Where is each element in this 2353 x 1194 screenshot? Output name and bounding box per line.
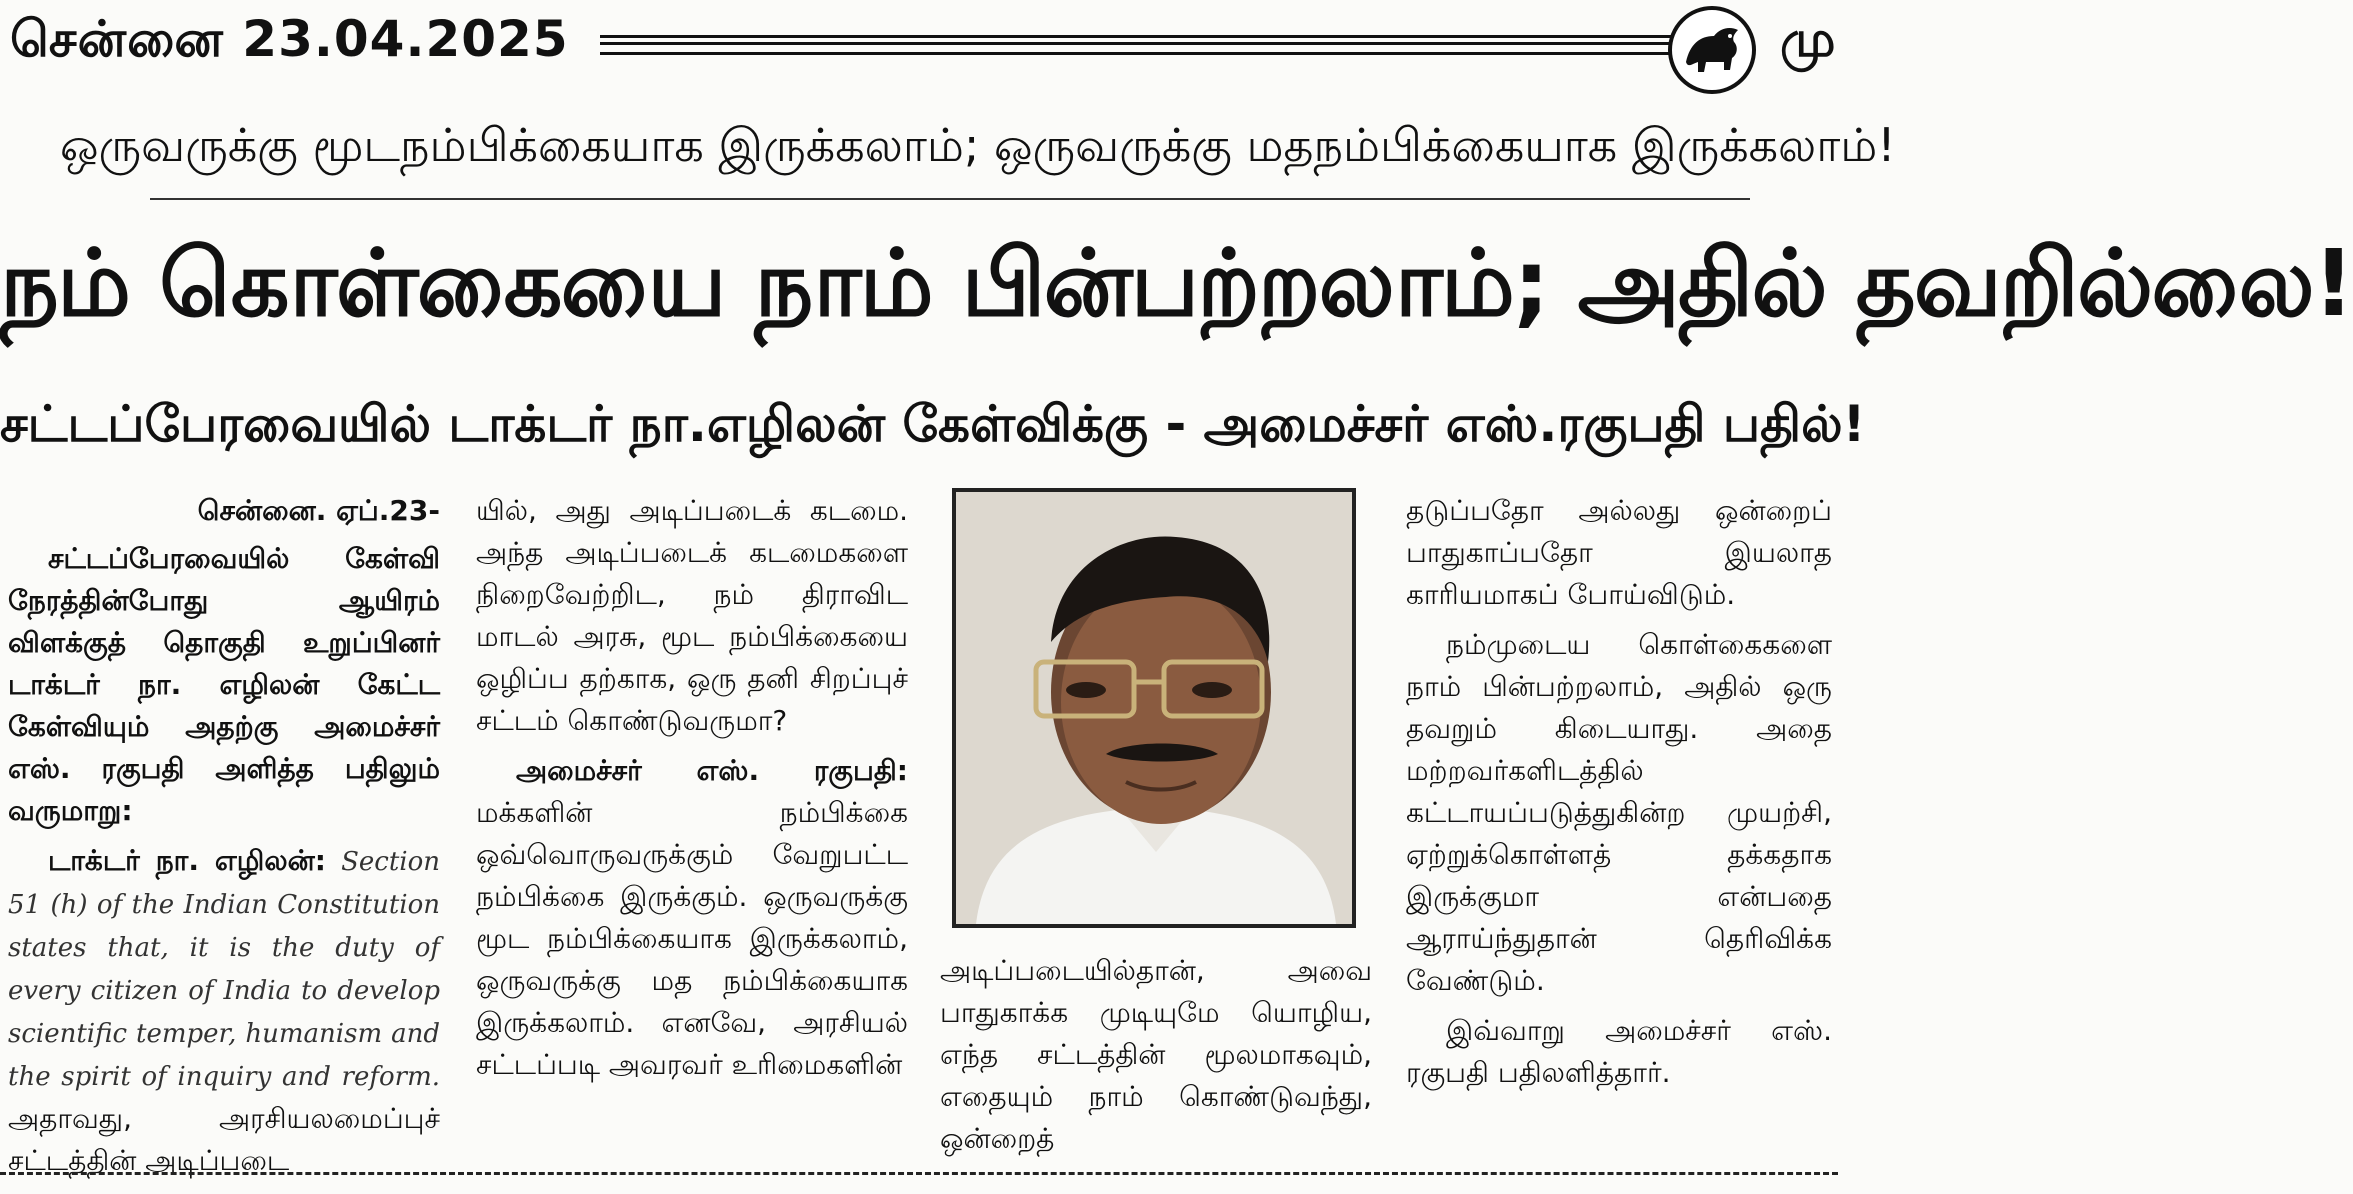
masthead-rule — [600, 35, 1680, 55]
minister-portrait-photo — [952, 488, 1356, 928]
closing-line: இவ்வாறு அமைச்சர் எஸ். ரகுபதி பதிலளித்தார். — [1406, 1014, 1832, 1089]
kicker-headline: ஒருவருக்கு மூடநம்பிக்கையாக இருக்கலாம்; ஒருவருக்கு மதநம்பிக்கையாக இருக்கலாம்! — [60, 118, 1896, 172]
answer-paragraph — [476, 750, 908, 1086]
article-column-1 — [8, 490, 440, 1190]
main-headline: நம் கொள்கையை நாம் பின்பற்றலாம்; அதில் தவறில்லை! — [0, 230, 2353, 337]
question-tamil-a: அதாவது, அரசியலமைப்புச் சட்டத்தின் அடிப்படை — [8, 1102, 440, 1177]
answer-text-1: மக்களின் நம்பிக்கை ஒவ்வொருவருக்கும் வேறுபட்ட நம்பிக்கை இருக்கும். ஒருவருக்கு மூட நம்பிக்கையாக இருக்கலாம், ஒருவருக்கு மத நம்பிக்கையாக இருக்கலாம். எனவே, அரசியல் சட்டப்படி அவரவர் உரிமைகளின் — [476, 796, 908, 1081]
answer-speaker: அமைச்சர் எஸ். ரகுபதி: — [516, 754, 908, 787]
question-tamil-b: யில், அது அடிப்படைக் கடமை. அந்த அடிப்படைக் கடமைகளை நிறைவேற்றிட, நம் திராவிட மாடல் அரசு, மூட நம்பிக்கையை ஒழிப்ப தற்காக, ஒரு தனி சிறப்புச் சட்டம் கொண்டுவருமா? — [476, 494, 908, 737]
article-column-3 — [940, 950, 1372, 1168]
kicker-divider — [150, 198, 1750, 200]
masthead-city-date: சென்னை 23.04.2025 — [10, 10, 569, 68]
bottom-divider — [0, 1172, 1838, 1175]
answer-text-2: அடிப்படையில்தான், அவை பாதுகாக்க முடியுமே யொழிய, எந்த சட்டத்தின் மூலமாகவும், எதையும் நாம் கொண்டுவந்து, ஒன்றைத் — [940, 954, 1372, 1155]
sub-headline: சட்டப்பேரவையில் டாக்டர் நா.எழிலன் கேள்விக்கு - அமைச்சர் எஸ்.ரகுபதி பதில்! — [0, 395, 1866, 453]
article-column-2 — [476, 490, 908, 1094]
answer-text-4: நம்முடைய கொள்கைகளை நாம் பின்பற்றலாம், அதில் ஒரு தவறும் கிடையாது. அதை மற்றவர்களிடத்தில் கட்டாயப்படுத்துகின்ற முயற்சி, ஏற்றுக்கொள்ளத் தக்கதாக இருக்குமா என்பதை ஆராய்ந்துதான் தெரிவிக்க வேண்டும். — [1406, 628, 1832, 997]
question-english: Section 51 (h) of the Indian Constitution states that, it is the duty of every citizen of India to develop scientific temper, humanism and the spirit of inquiry and reform. — [8, 847, 440, 1092]
question-speaker: டாக்டர் நா. எழிலன்: — [48, 844, 326, 877]
masthead-title-partial: மு — [1780, 10, 1836, 68]
article-column-4 — [1406, 490, 1832, 1102]
question-paragraph — [8, 840, 440, 1182]
article-intro: சட்டப்பேரவையில் கேள்வி நேரத்தின்போது ஆயிரம் விளக்குத் தொகுதி உறுப்பினர் டாக்டர் நா. எழிலன் கேட்ட கேள்வியும் அதற்கு அமைச்சர் எஸ். ரகுபதி அளித்த பதிலும் வருமாறு: — [8, 542, 440, 827]
answer-text-3: தடுப்பதோ அல்லது ஒன்றைப் பாதுகாப்பதோ இயலாத காரியமாகப் போய்விடும். — [1406, 494, 1832, 611]
dateline: சென்னை. ஏப்.23- — [197, 494, 440, 527]
lion-emblem-icon — [1668, 6, 1756, 94]
